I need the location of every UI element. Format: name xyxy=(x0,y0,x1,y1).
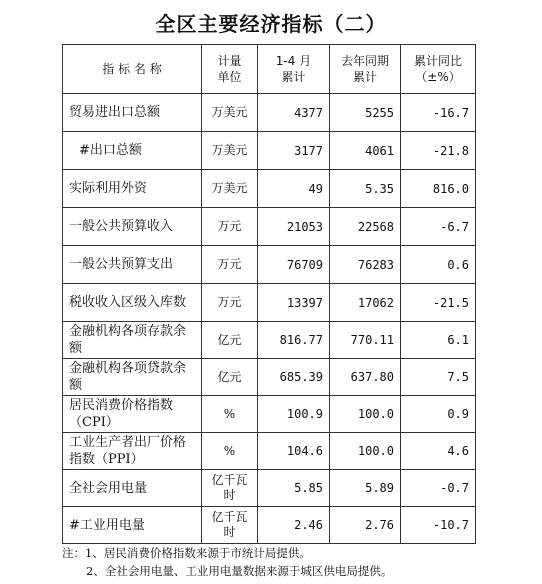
current-value: 5.85 xyxy=(258,470,330,507)
table-row xyxy=(63,507,476,544)
indicator-unit: 万美元 xyxy=(202,132,258,170)
indicator-name: 税收收入区级入库数 xyxy=(63,284,202,322)
indicator-unit: % xyxy=(202,433,258,470)
indicator-unit: 万元 xyxy=(202,246,258,284)
table-row xyxy=(63,470,476,507)
indicator-name: 工业生产者出厂价格指数（PPI） xyxy=(63,433,202,470)
indicator-unit: % xyxy=(202,396,258,433)
indicator-name: 一般公共预算收入 xyxy=(63,208,202,246)
indicator-unit: 万元 xyxy=(202,208,258,246)
current-value: 104.6 xyxy=(258,433,330,470)
change-value: 0.6 xyxy=(401,246,476,284)
indicator-unit: 亿千瓦时 xyxy=(202,470,258,507)
table-row xyxy=(63,246,476,284)
previous-value: 17062 xyxy=(330,284,401,322)
change-value: -6.7 xyxy=(401,208,476,246)
previous-value: 4061 xyxy=(330,132,401,170)
change-value: 0.9 xyxy=(401,396,476,433)
table-row xyxy=(63,132,476,170)
economic-indicators-table xyxy=(62,44,476,544)
previous-value: 76283 xyxy=(330,246,401,284)
change-value: -21.8 xyxy=(401,132,476,170)
header-current-line1: 1-4 月 xyxy=(275,54,312,68)
previous-value: 100.0 xyxy=(330,433,401,470)
table-row xyxy=(63,284,476,322)
indicator-unit: 万元 xyxy=(202,284,258,322)
previous-value: 637.80 xyxy=(330,359,401,396)
previous-value: 5255 xyxy=(330,94,401,132)
header-previous-line2: 累计 xyxy=(352,70,377,84)
current-value: 21053 xyxy=(258,208,330,246)
previous-value: 5.35 xyxy=(330,170,401,208)
table-row xyxy=(63,170,476,208)
indicator-unit: 万美元 xyxy=(202,94,258,132)
previous-value: 5.89 xyxy=(330,470,401,507)
footnote-2: 2、全社会用电量、工业用电量数据来源于城区供电局提供。 xyxy=(86,564,393,578)
current-value: 76709 xyxy=(258,246,330,284)
current-value: 4377 xyxy=(258,94,330,132)
header-unit-line1: 计量 xyxy=(217,54,242,68)
table-row xyxy=(63,359,476,396)
header-current-line2: 累计 xyxy=(281,70,306,84)
change-value: -0.7 xyxy=(401,470,476,507)
previous-value: 100.0 xyxy=(330,396,401,433)
change-value: 7.5 xyxy=(401,359,476,396)
change-value: -10.7 xyxy=(401,507,476,544)
header-current-period xyxy=(258,45,330,94)
indicator-name: 全社会用电量 xyxy=(63,470,202,507)
header-indicator-name: 指 标 名 称 xyxy=(63,45,202,94)
current-value: 2.46 xyxy=(258,507,330,544)
current-value: 685.39 xyxy=(258,359,330,396)
current-value: 49 xyxy=(258,170,330,208)
indicator-name: 金融机构各项存款余额 xyxy=(63,322,202,359)
current-value: 3177 xyxy=(258,132,330,170)
indicator-unit: 亿元 xyxy=(202,359,258,396)
indicator-name: 居民消费价格指数（CPI） xyxy=(63,396,202,433)
table-row xyxy=(63,433,476,470)
change-value: 6.1 xyxy=(401,322,476,359)
indicator-name: 一般公共预算支出 xyxy=(63,246,202,284)
indicator-name: 实际利用外资 xyxy=(63,170,202,208)
footnotes xyxy=(62,544,532,580)
current-value: 816.77 xyxy=(258,322,330,359)
table-header-row xyxy=(63,45,476,94)
header-unit xyxy=(202,45,258,94)
indicator-unit: 亿千瓦时 xyxy=(202,507,258,544)
header-change-line1: 累计同比 xyxy=(413,54,462,68)
header-previous-period xyxy=(330,45,401,94)
change-value: 4.6 xyxy=(401,433,476,470)
table-row xyxy=(63,94,476,132)
table-row xyxy=(63,322,476,359)
header-yoy-change xyxy=(401,45,476,94)
table-row xyxy=(63,396,476,433)
indicator-name: #工业用电量 xyxy=(63,507,202,544)
indicator-name: #出口总额 xyxy=(63,132,202,170)
table-row xyxy=(63,208,476,246)
indicator-name: 金融机构各项贷款余额 xyxy=(63,359,202,396)
current-value: 100.9 xyxy=(258,396,330,433)
footnote-1: 注：1、居民消费价格指数来源于市统计局提供。 xyxy=(62,546,311,560)
previous-value: 22568 xyxy=(330,208,401,246)
change-value: 816.0 xyxy=(401,170,476,208)
change-value: -16.7 xyxy=(401,94,476,132)
header-unit-line2: 单位 xyxy=(217,70,242,84)
header-previous-line1: 去年同期 xyxy=(340,54,389,68)
indicator-unit: 万美元 xyxy=(202,170,258,208)
previous-value: 2.76 xyxy=(330,507,401,544)
header-change-line2: （±%） xyxy=(415,70,461,84)
change-value: -21.5 xyxy=(401,284,476,322)
current-value: 13397 xyxy=(258,284,330,322)
page-title: 全区主要经济指标（二） xyxy=(155,12,387,36)
indicator-name: 贸易进出口总额 xyxy=(63,94,202,132)
previous-value: 770.11 xyxy=(330,322,401,359)
indicator-unit: 亿元 xyxy=(202,322,258,359)
